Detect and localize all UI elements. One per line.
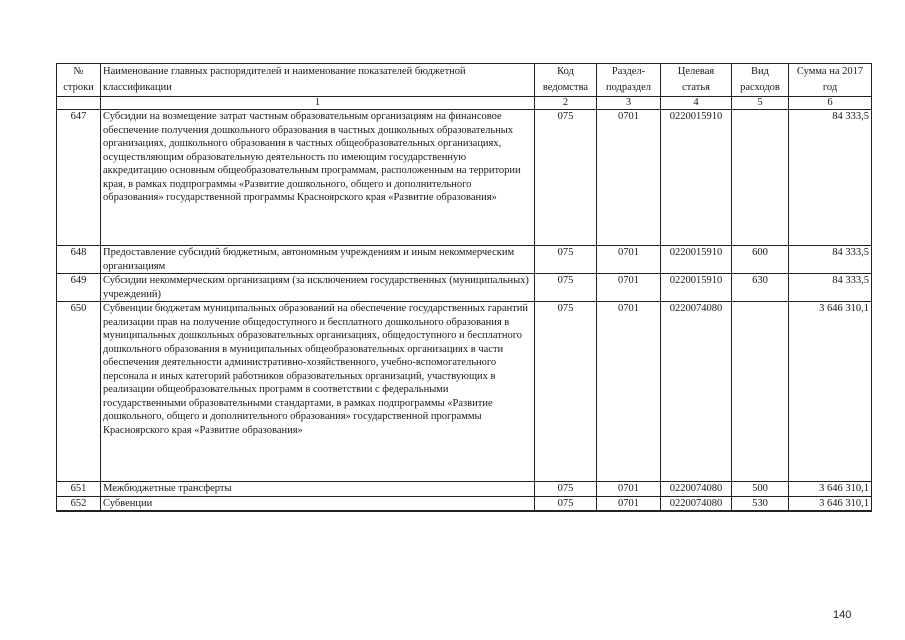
row-name: Субвенции бюджетам муниципальных образований на обеспечение государственных гарантий реализации прав на получение общедоступного и бесплатного дошкольного образования в муниципальных дошкольных образовательных организациях, общедоступного и бесплатного дошкольного образования в муниципальных общеобразовательных организациях в части обеспечения деятельности административно-хозяйственного, учебно-вспомогательного персонала и иных категорий работников образовательных организаций, участвующих в реализации общеобразовательных программ в соответствии с федеральными государственными образовательными стандартами, в рамках подпрограммы «Развитие дошкольного, общего и дополнительного образования» государственной программы Красноярского края «Развитие образования» (101, 302, 535, 482)
row-name: Предоставление субсидий бюджетным, автономным учреждениям и иным некоммерческим организациям (101, 246, 535, 274)
row-expense-type (732, 110, 789, 246)
column-number: 4 (661, 97, 732, 110)
row-expense-type: 500 (732, 482, 789, 497)
row-section: 0701 (597, 274, 661, 302)
row-number: 647 (57, 110, 101, 246)
header-row (57, 64, 872, 97)
row-code: 075 (535, 110, 597, 246)
row-section: 0701 (597, 482, 661, 497)
column-number: 1 (101, 97, 535, 110)
column-number-blank (57, 97, 101, 110)
column-number: 6 (789, 97, 872, 110)
table-row (57, 482, 872, 497)
column-number: 5 (732, 97, 789, 110)
row-code: 075 (535, 274, 597, 302)
budget-table (56, 63, 872, 512)
row-sum: 3 646 310,1 (789, 302, 872, 482)
row-sum: 84 333,5 (789, 274, 872, 302)
row-number: 649 (57, 274, 101, 302)
column-number: 2 (535, 97, 597, 110)
row-section: 0701 (597, 302, 661, 482)
header-name: Наименование главных распорядителей и наименование показателей бюджетной классификации (101, 64, 535, 97)
header-target: Целевая статья (661, 64, 732, 97)
table-row (57, 246, 872, 274)
row-section: 0701 (597, 246, 661, 274)
row-target: 0220074080 (661, 482, 732, 497)
page-number: 140 (833, 609, 852, 621)
row-expense-type: 530 (732, 496, 789, 511)
row-code: 075 (535, 496, 597, 511)
row-sum: 3 646 310,1 (789, 482, 872, 497)
header-code: Код ведомства (535, 64, 597, 97)
row-target: 0220074080 (661, 302, 732, 482)
header-sum: Сумма на 2017 год (789, 64, 872, 97)
column-number: 3 (597, 97, 661, 110)
row-target: 0220015910 (661, 274, 732, 302)
row-sum: 3 646 310,1 (789, 496, 872, 511)
row-section: 0701 (597, 496, 661, 511)
row-target: 0220074080 (661, 496, 732, 511)
row-sum: 84 333,5 (789, 246, 872, 274)
row-sum: 84 333,5 (789, 110, 872, 246)
row-target: 0220015910 (661, 110, 732, 246)
row-code: 075 (535, 302, 597, 482)
table-row (57, 302, 872, 482)
row-section: 0701 (597, 110, 661, 246)
row-name: Субсидии на возмещение затрат частным образовательным организациям на финансовое обеспечение получения дошкольного образования в частных дошкольных образовательных организациях, дошкольного образования в частных общеобразовательных организациях, осуществляющим образовательную деятельность по имеющим государственную аккредитацию основным общеобразовательным программам, расположенным на территории края, в рамках подпрограммы «Развитие дошкольного, общего и дополнительного образования» государственной программы Красноярского края «Развитие образования» (101, 110, 535, 246)
row-code: 075 (535, 246, 597, 274)
row-expense-type: 600 (732, 246, 789, 274)
row-name: Субсидии некоммерческим организациям (за исключением государственных (муниципальных) учреждений) (101, 274, 535, 302)
header-row-number: № строки (57, 64, 101, 97)
column-number-row (57, 97, 872, 110)
row-name: Субвенции (101, 496, 535, 511)
header-section: Раздел-подраздел (597, 64, 661, 97)
row-name: Межбюджетные трансферты (101, 482, 535, 497)
row-number: 651 (57, 482, 101, 497)
table-row (57, 496, 872, 511)
row-code: 075 (535, 482, 597, 497)
table-row (57, 274, 872, 302)
table-row (57, 110, 872, 246)
row-expense-type (732, 302, 789, 482)
row-target: 0220015910 (661, 246, 732, 274)
row-number: 650 (57, 302, 101, 482)
row-number: 648 (57, 246, 101, 274)
row-number: 652 (57, 496, 101, 511)
header-expense-type: Вид расходов (732, 64, 789, 97)
row-expense-type: 630 (732, 274, 789, 302)
